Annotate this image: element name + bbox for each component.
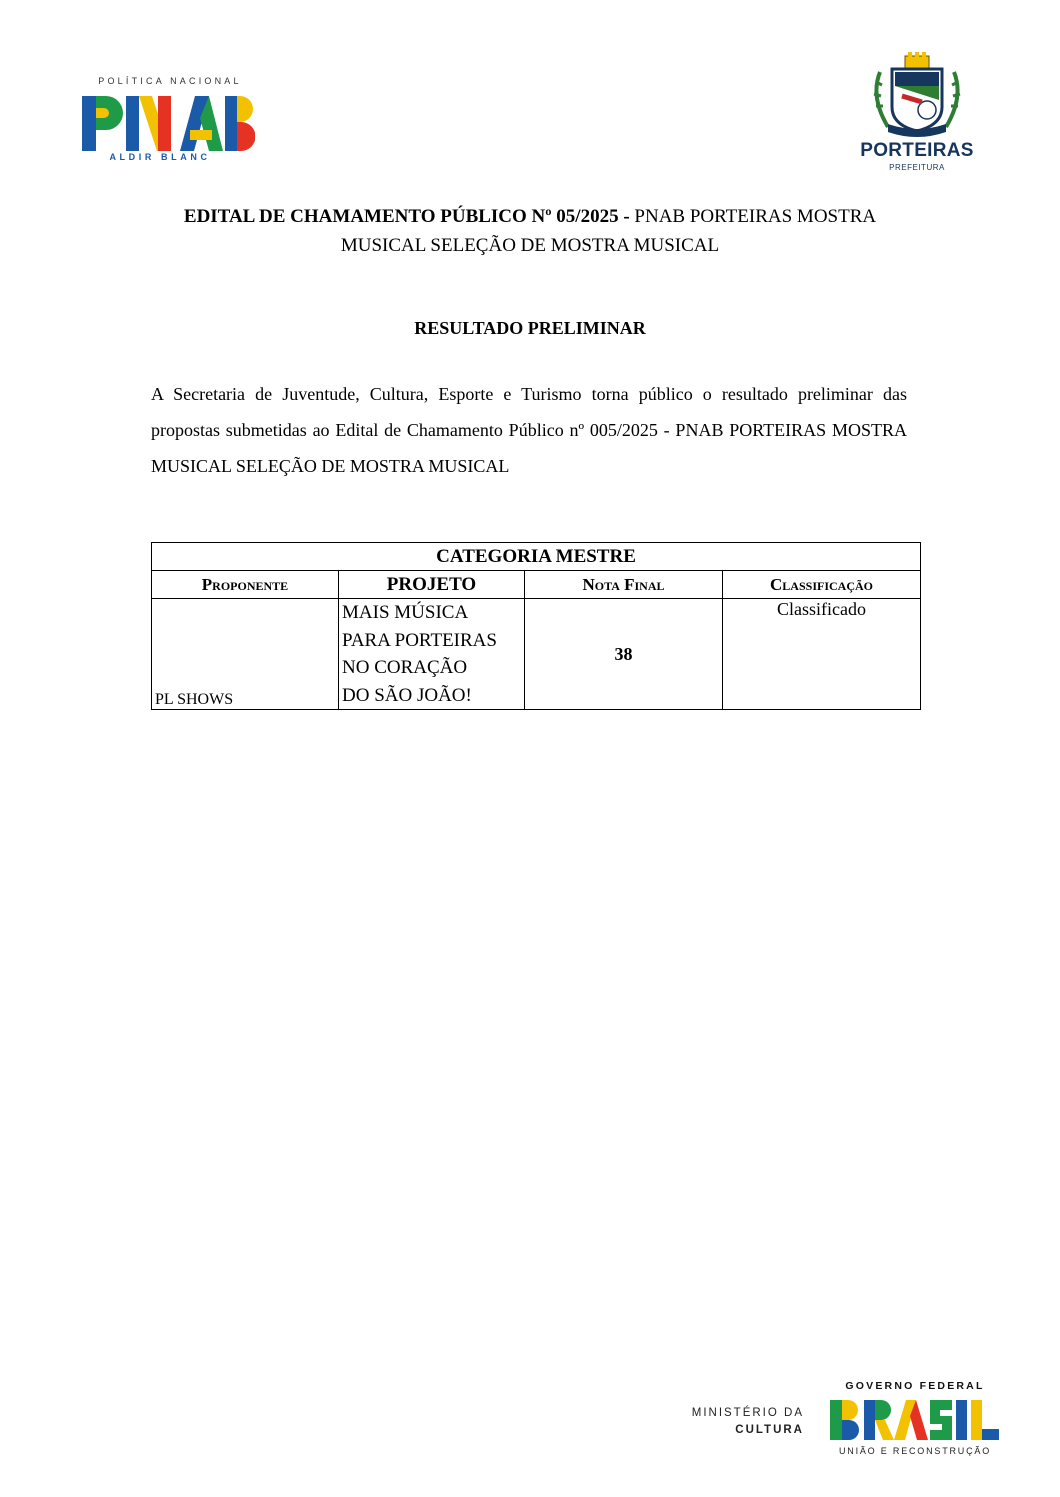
table-row (152, 599, 921, 710)
edital-title-rest: PNAB PORTEIRAS MOSTRA (629, 206, 877, 227)
pnab-logo (80, 76, 255, 168)
ministerio-line2: CULTURA (735, 1424, 804, 1436)
cell-nota-final: 38 (525, 599, 723, 710)
porteiras-logo-name: PORTEIRAS (860, 140, 974, 161)
column-header-projeto: PROJETO (339, 571, 525, 599)
ministerio-line1: MINISTÉRIO DA (691, 1407, 804, 1419)
pnab-logo-bottom-text: ALDIR BLANC (109, 152, 211, 162)
edital-title-bold: EDITAL DE CHAMAMENTO PÚBLICO Nº 05/2025 - (183, 206, 630, 227)
porteiras-logo (852, 52, 982, 176)
governo-federal-bottom-text: UNIÃO E RECONSTRUÇÃO (838, 1446, 991, 1456)
results-table (151, 542, 921, 710)
edital-title (150, 202, 910, 260)
porteiras-logo-subtitle: PREFEITURA (889, 163, 945, 172)
edital-title-line2: MUSICAL SELEÇÃO DE MOSTRA MUSICAL (340, 235, 720, 256)
governo-federal-logo (828, 1380, 1002, 1462)
section-heading: RESULTADO PRELIMINAR (414, 318, 646, 338)
porteiras-coat-of-arms-icon (852, 52, 982, 138)
column-header-nota-final: Nota Final (525, 571, 723, 599)
cell-projeto: MAIS MÚSICA PARA PORTEIRAS NO CORAÇÃO DO SÃO JOÃO! (339, 599, 525, 710)
column-header-classificacao: Classificação (723, 571, 921, 599)
cell-proponente: PL SHOWS (152, 599, 339, 710)
governo-federal-top-text: GOVERNO FEDERAL (845, 1380, 985, 1392)
brasil-wordmark-graphic (828, 1396, 1002, 1444)
body-paragraph: A Secretaria de Juventude, Cultura, Esporte e Turismo torna público o resultado preliminar das propostas submetidas ao Edital de Chamamento Público nº 005/2025 - PNAB PORTEIRAS MOSTRA MUSICAL SELEÇÃO DE MOSTRA MUSICAL (151, 384, 907, 476)
table-category-row (152, 543, 921, 571)
pnab-wordmark-graphic (80, 88, 255, 158)
column-header-proponente: Proponente (152, 571, 339, 599)
cell-classificacao: Classificado (723, 599, 921, 710)
pnab-logo-top-text: POLÍTICA NACIONAL (98, 76, 242, 86)
table-header-row (152, 571, 921, 599)
table-category-title: CATEGORIA MESTRE (152, 543, 921, 571)
ministerio-cultura-logo (688, 1405, 804, 1439)
